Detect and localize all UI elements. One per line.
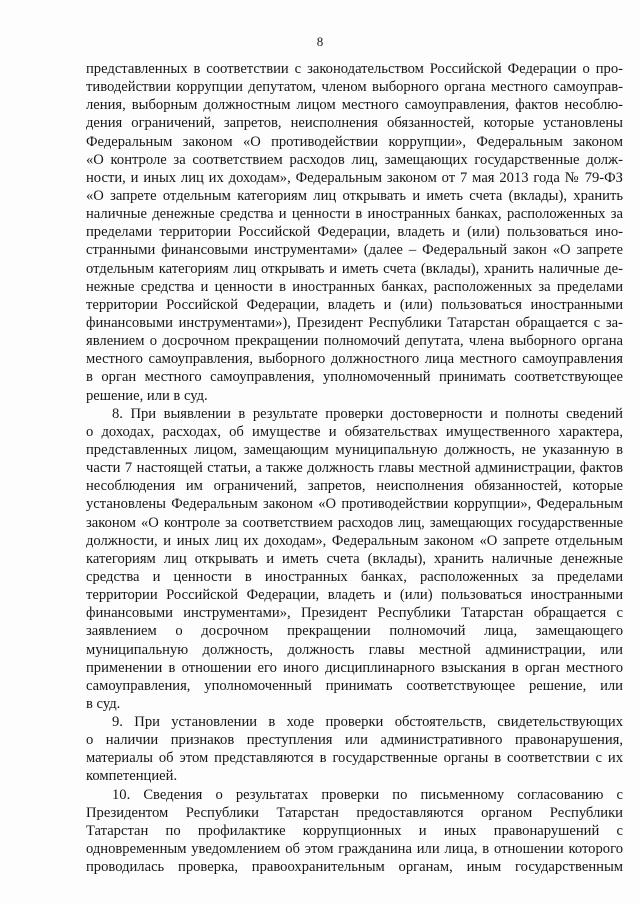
text-line: в орган местного самоуправления, уполномоченный принимать соответствующее (86, 369, 623, 386)
text-line: в суд. (86, 695, 121, 712)
text-line: одновременным уведомлением об этом гражданина или лица, в отношении которого (86, 841, 623, 858)
text-line: территории Российской Федерации, владеть и (или) пользоваться иностранными (86, 296, 623, 313)
text-line: заявлением о досрочном прекращении полномочий лица, замещающего (86, 623, 623, 640)
text-line: части 7 настоящей статьи, а также должность главы местной администрации, фактов (86, 460, 623, 477)
text-line: ности, и иных лиц их доходам», Федеральным законом от 7 мая 2013 года № 79-ФЗ (86, 169, 623, 186)
text-line: о доходах, расходах, об имуществе и обязательствах имущественного характера, (86, 423, 623, 440)
text-line: Президентом Республики Татарстан предоставляются органом Республики (86, 804, 623, 821)
text-line: законом «О контроле за соответствием расходов лиц, замещающих государственные (86, 514, 623, 531)
text-line: отдельным категориям лиц открывать и иметь счета (вклады), хранить наличные де- (86, 260, 623, 277)
text-line: решение, или в суд. (86, 387, 208, 404)
text-line: пределами территории Российской Федерации, владеть и (или) пользоваться ино- (86, 224, 623, 241)
text-line: территории Российской Федерации, владеть и (или) пользоваться иностранными (86, 587, 623, 604)
text-line: финансовыми инструментами», Президент Республики Татарстан обращается с (86, 605, 623, 622)
text-line: 9. При установлении в ходе проверки обстоятельств, свидетельствующих (112, 714, 623, 731)
document-body (86, 60, 623, 876)
text-line: нежные средства и ценности в иностранных банках, расположенных за пределами (86, 278, 623, 295)
text-line: 8. При выявлении в результате проверки достоверности и полноты сведений (112, 405, 623, 422)
text-line: применении в отношении его иного дисциплинарного взыскания в орган местного (86, 659, 623, 676)
text-line: должности, и иных лиц их доходам», Федеральным законом «О запрете отдельным (86, 532, 623, 549)
text-line: 10. Сведения о результатах проверки по письменному согласованию с (112, 786, 623, 803)
text-line: Федеральным законом «О противодействии коррупции», Федеральным законом (86, 133, 623, 150)
text-line: установлены Федеральным законом «О противодействии коррупции», Федеральным (86, 496, 623, 513)
text-line: ления, выборным должностным лицом местного самоуправления, фактов несоблю- (86, 97, 623, 114)
text-line: проводилась проверка, правоохранительным органам, иным государственным (86, 859, 623, 876)
text-line: наличные денежные средства и ценности в иностранных банках, расположенных за (86, 206, 623, 223)
text-line: представленных в соответствии с законодательством Российской Федерации о про- (86, 61, 623, 77)
text-line: несоблюдения им ограничений, запретов, неисполнения обязанностей, которые (86, 478, 623, 495)
text-line: тиводействии коррупции депутатом, членом выборного органа местного самоуправ- (86, 79, 623, 96)
text-line: финансовыми инструментами»), Президент Республики Татарстан обращается с за- (86, 314, 623, 331)
text-line: категориям лиц открывать и иметь счета (вклады), хранить наличные денежные (86, 550, 623, 567)
page-number: 8 (316, 34, 324, 49)
text-line: «О запрете отдельным категориям лиц открывать и иметь счета (вклады), хранить (86, 187, 623, 204)
text-line: Татарстан по профилактике коррупционных и иных правонарушений с (86, 822, 623, 839)
text-line: представленных лицом, замещающим муниципальную должность, не указанную в (86, 441, 623, 458)
text-line: явлением о досрочном прекращении полномочий депутата, члена выборного органа (86, 333, 623, 350)
text-line: «О контроле за соответствием расходов лиц, замещающих государственные долж- (86, 151, 623, 168)
text-line: материалы об этом представляются в государственные органы в соответствии с их (86, 750, 623, 767)
text-line: о наличии признаков преступления или административного правонарушения, (86, 732, 623, 749)
text-line: странными финансовыми инструментами» (далее – Федеральный закон «О запрете (86, 242, 623, 259)
text-line: дения ограничений, запретов, неисполнения обязанностей, которые установлены (86, 115, 623, 132)
text-line: средства и ценности в иностранных банках, расположенных за пределами (86, 568, 623, 585)
text-line: местного самоуправления, выборного должностного лица местного самоуправления (86, 351, 623, 368)
text-line: самоуправления, уполномоченный принимать соответствующее решение, или (86, 677, 623, 694)
text-line: муниципальную должность, должность главы местной администрации, или (86, 641, 623, 658)
text-line: компетенцией. (86, 768, 178, 785)
